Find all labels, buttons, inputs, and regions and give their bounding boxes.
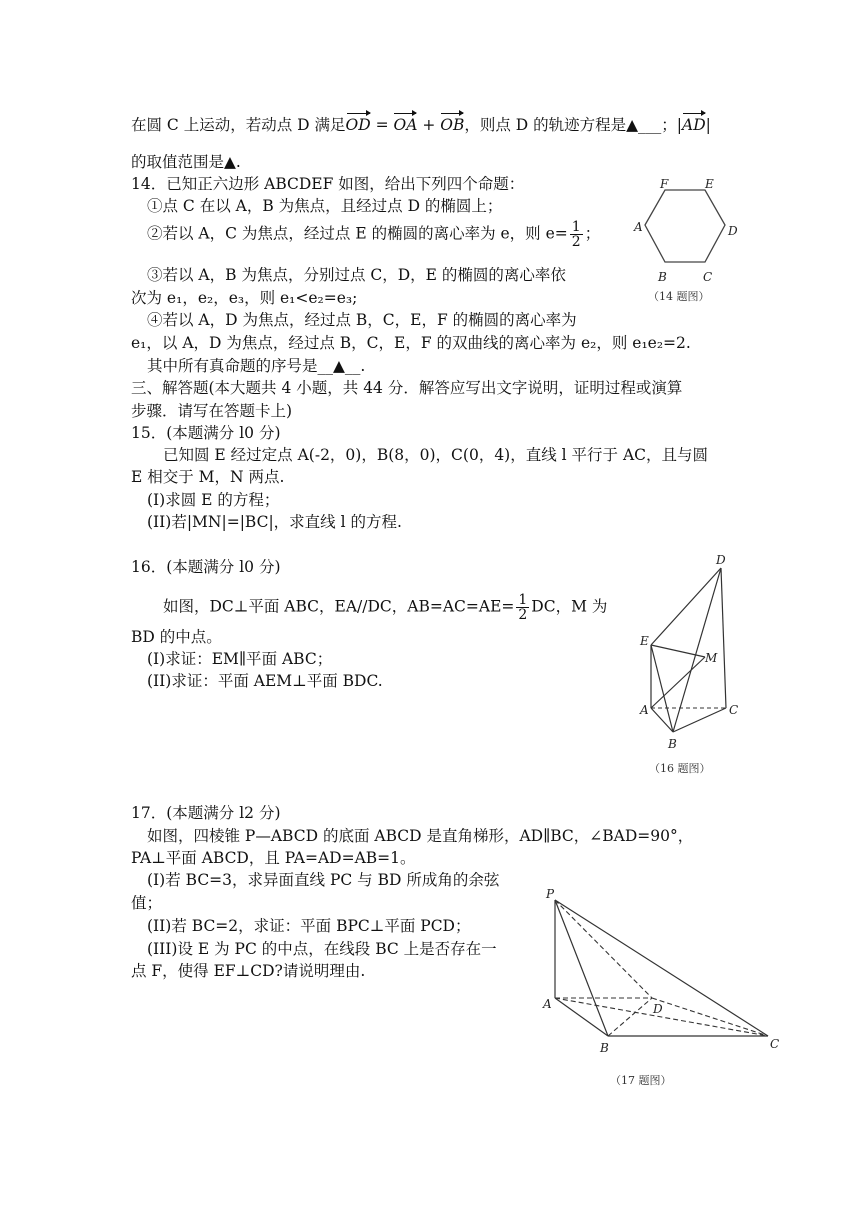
q15-line2: E 相交于 M，N 两点.	[131, 468, 285, 486]
vector-oa: OA	[393, 116, 418, 134]
q14-p2-text: ②若以 A，C 为焦点，经过点 E 的椭圆的离心率为 e，则 e=	[147, 224, 568, 243]
vector-ob: OB	[440, 116, 465, 134]
figure-14-caption: （14 题图）	[648, 290, 710, 303]
q15-title: 15．(本题满分 l0 分)	[131, 424, 281, 442]
solid-diagram-16	[625, 550, 755, 780]
q17-part-1a: (I)若 BC=3，求异面直线 PC 与 BD 所成角的余弦	[147, 871, 500, 889]
label-a: A	[543, 997, 552, 1011]
abs-bar: |	[705, 116, 711, 134]
label-c: C	[703, 270, 713, 284]
label-b: B	[600, 1041, 609, 1055]
section-3-header-1: 三、解答题(本大题共 4 小题，共 44 分．解答应写出文字说明，证明过程或演算	[131, 379, 683, 397]
vector-od: OD	[345, 116, 371, 134]
vector-ad: AD	[682, 116, 706, 134]
q17-part-1b: 值；	[131, 894, 163, 912]
figure-17-pyramid	[540, 880, 790, 1095]
q15-part-1: (I)求圆 E 的方程；	[147, 491, 280, 509]
label-b: B	[658, 270, 667, 284]
fraction-numerator: 1	[571, 219, 581, 235]
fraction-denominator: 2	[571, 234, 581, 250]
q14-proposition-2	[147, 220, 600, 249]
label-a: A	[634, 220, 643, 234]
label-d: D	[728, 224, 738, 238]
q16-l1-text: 如图，DC⊥平面 ABC，EA//DC，AB=AC=AE=	[163, 597, 515, 616]
equals-sign: =	[370, 116, 394, 134]
q16-line2: BD 的中点。	[131, 628, 222, 646]
label-c: C	[770, 1037, 780, 1051]
label-d: D	[653, 1002, 663, 1016]
label-m: M	[705, 651, 718, 665]
hexagon-diagram	[620, 175, 760, 310]
q14-proposition-4b: e₁，以 A，D 为焦点，经过点 B，C，E，F 的双曲线的离心率为 e₂，则 e₁e₂=2.	[131, 334, 691, 352]
q17-line2: PA⊥平面 ABCD，且 PA=AD=AB=1。	[131, 849, 416, 867]
figure-16-caption: （16 题图）	[649, 762, 711, 775]
q15-part-2: (II)若|MN|=|BC|，求直线 l 的方程.	[147, 513, 402, 531]
q17-part-2: (II)若 BC=2，求证：平面 BPC⊥平面 PCD；	[147, 917, 471, 935]
q16-line1	[163, 593, 607, 622]
q14-proposition-1: ①点 C 在以 A，B 为焦点，且经过点 D 的椭圆上；	[147, 197, 503, 215]
figure-16-solid	[625, 550, 755, 780]
q14-proposition-4a: ④若以 A，D 为焦点，经过点 B，C，E，F 的椭圆的离心率为	[147, 311, 577, 329]
q13-line1	[131, 115, 711, 135]
q16-part-1: (I)求证：EM∥平面 ABC；	[147, 650, 333, 668]
label-e: E	[640, 634, 649, 648]
q16-l1-end: DC，M 为	[531, 597, 608, 616]
label-p: P	[546, 887, 555, 901]
q16-title: 16．(本题满分 l0 分)	[131, 558, 281, 576]
section-3-header-2: 步骤．请写在答题卡上)	[131, 402, 293, 420]
fraction-numerator: 1	[518, 592, 528, 608]
figure-17-caption: （17 题图）	[610, 1074, 672, 1087]
q14-proposition-3b: 次为 e₁，e₂，e₃，则 e₁<e₂=e₃;	[131, 289, 358, 307]
label-b: B	[668, 737, 677, 751]
q17-line1: 如图，四棱锥 P—ABCD 的底面 ABCD 是直角梯形，AD∥BC，∠BAD=90°，	[147, 827, 694, 845]
q14-proposition-3a: ③若以 A，B 为焦点，分别过点 C，D，E 的椭圆的离心率依	[147, 266, 566, 284]
q14-question: 其中所有真命题的序号是__▲__.	[147, 357, 366, 375]
fraction-one-half	[516, 593, 529, 622]
q17-part-3a: (III)设 E 为 PC 的中点，在线段 BC 上是否存在一	[147, 940, 497, 958]
label-d: D	[716, 553, 726, 567]
q13-text-a: 在圆 C 上运动，若动点 D 满足	[131, 116, 346, 134]
label-f: F	[660, 177, 669, 191]
q16-part-2: (II)求证：平面 AEM⊥平面 BDC.	[147, 672, 383, 690]
label-c: C	[729, 703, 739, 717]
q14-p2-end: ；	[584, 224, 601, 243]
fraction-denominator: 2	[518, 607, 528, 623]
figure-14-hexagon	[620, 175, 760, 310]
fraction-one-half	[570, 220, 583, 249]
label-e: E	[705, 177, 714, 191]
q13-text-b: ，则点 D 的轨迹方程是▲___；|	[464, 116, 683, 134]
q17-title: 17．(本题满分 l2 分)	[131, 804, 281, 822]
q15-line1: 已知圆 E 经过定点 A(-2，0)，B(8，0)，C(0，4)，直线 l 平行于 AC，且与圆	[163, 446, 709, 464]
label-a: A	[640, 703, 649, 717]
q14-title: 14．已知正六边形 ABCDEF 如图，给出下列四个命题：	[131, 175, 525, 193]
plus-sign: +	[417, 116, 441, 134]
pyramid-diagram-17	[540, 880, 790, 1095]
q17-part-3b: 点 F，使得 EF⊥CD?请说明理由.	[131, 962, 366, 980]
q13-line2: 的取值范围是▲.	[131, 153, 241, 171]
hexagon-shape	[645, 190, 725, 262]
